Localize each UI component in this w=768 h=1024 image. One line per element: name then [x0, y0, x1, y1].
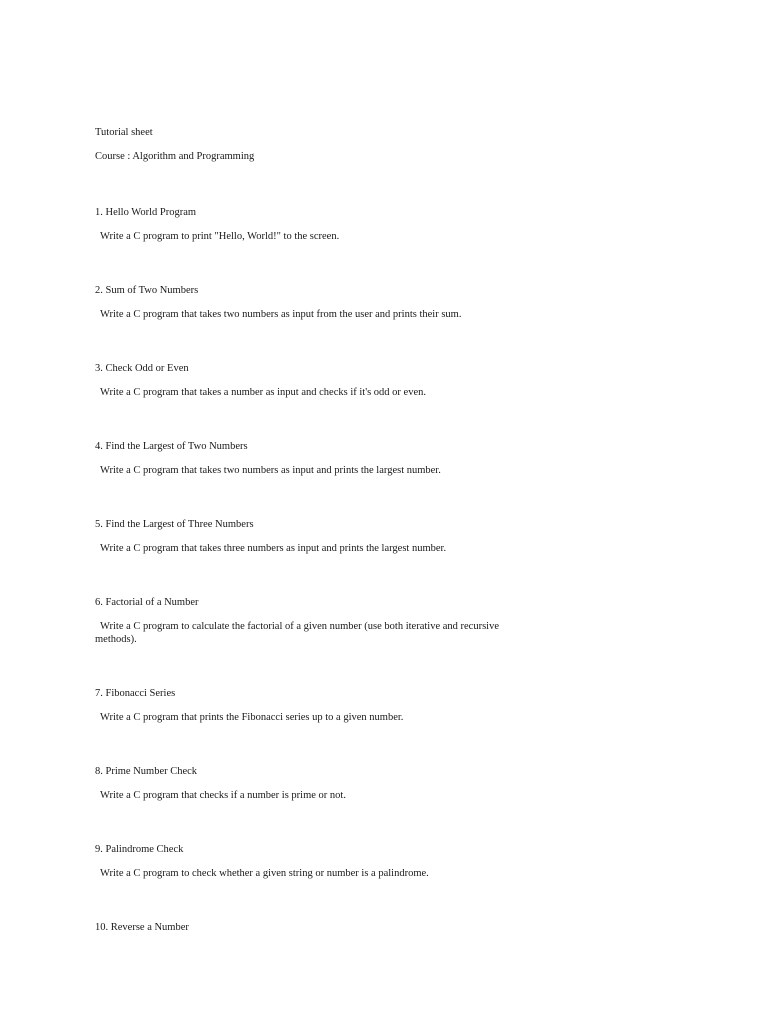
exercise-item: [95, 921, 535, 934]
exercise-title: 5. Find the Largest of Three Numbers: [95, 519, 254, 530]
exercise-description: Write a C program that takes three numbers as input and prints the largest number.: [100, 543, 447, 554]
exercise-title: 1. Hello World Program: [95, 207, 197, 218]
exercise-title: 6. Factorial of a Number: [95, 597, 199, 608]
exercise-title: 10. Reverse a Number: [95, 922, 189, 933]
exercise-item: [95, 440, 535, 477]
exercise-item: [95, 362, 535, 399]
exercise-item: [95, 518, 535, 555]
exercise-item: [95, 596, 535, 646]
exercise-description: Write a C program that takes two numbers as input from the user and prints their sum.: [100, 309, 462, 320]
exercise-item: [95, 284, 535, 321]
exercise-title: 9. Palindrome Check: [95, 844, 184, 855]
exercise-description: Write a C program that checks if a number is prime or not.: [100, 790, 346, 801]
exercise-item: [95, 206, 535, 243]
exercise-description: Write a C program that prints the Fibonacci series up to a given number.: [100, 712, 404, 723]
exercise-description: Write a C program to check whether a given string or number is a palindrome.: [100, 868, 429, 879]
exercise-title: 4. Find the Largest of Two Numbers: [95, 441, 248, 452]
exercise-description: Write a C program that takes two numbers as input and prints the largest number.: [100, 465, 441, 476]
exercise-description: Write a C program to calculate the factorial of a given number (use both iterative and recursive methods).: [95, 621, 499, 645]
exercise-description: Write a C program to print "Hello, World!" to the screen.: [100, 231, 340, 242]
exercise-list: [95, 206, 535, 934]
exercise-description: Write a C program that takes a number as input and checks if it's odd or even.: [100, 387, 426, 398]
exercise-title: 2. Sum of Two Numbers: [95, 285, 199, 296]
exercise-title: 7. Fibonacci Series: [95, 688, 176, 699]
exercise-title: 8. Prime Number Check: [95, 766, 198, 777]
sheet-title: Tutorial sheet: [95, 127, 153, 138]
course-name: Course : Algorithm and Programming: [95, 151, 255, 162]
exercise-item: [95, 765, 535, 802]
document-page: [95, 126, 535, 934]
exercise-item: [95, 687, 535, 724]
exercise-item: [95, 843, 535, 880]
exercise-title: 3. Check Odd or Even: [95, 363, 189, 374]
